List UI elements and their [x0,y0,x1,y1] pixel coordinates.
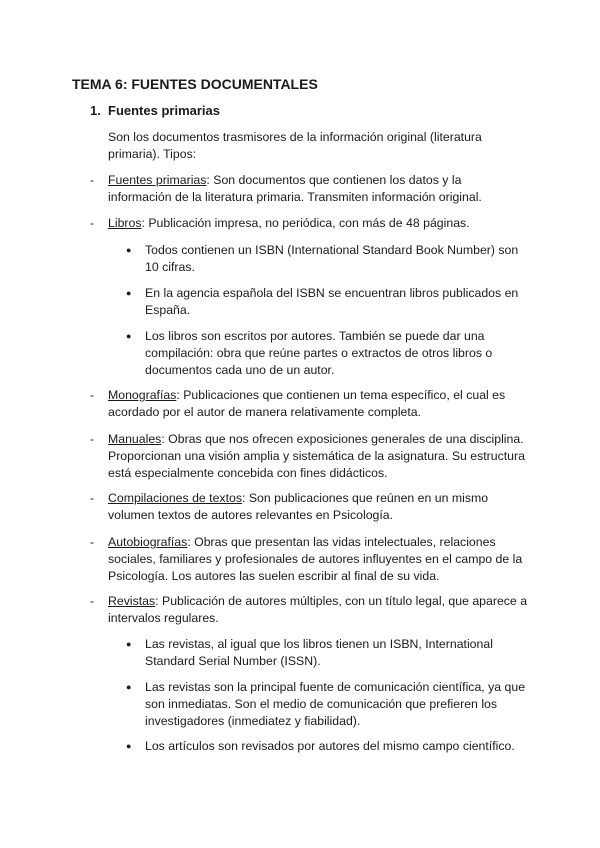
item-term: Fuentes primarias [108,173,207,187]
bullet-marker: ● [126,741,132,751]
item-text [108,431,528,482]
dash-marker: - [90,216,95,230]
bullet-marker: ● [126,331,132,341]
item-text [108,534,528,585]
item-description: : Obras que nos ofrecen exposiciones generales de una disciplina. Proporcionan una visión amplia y sistemática de la asignatura. Su estructura está especialmente concebida con fines didácticos. [108,432,525,480]
item-text [108,215,528,232]
dash-marker: - [90,594,95,608]
section-number: 1. [90,103,101,118]
bullet-text: En la agencia española del ISBN se encuentran libros publicados en España. [145,286,519,317]
bullet-text: Los artículos son revisados por autores del mismo campo científico. [145,739,515,753]
item-text [108,593,528,627]
document-title: TEMA 6: FUENTES DOCUMENTALES [72,76,318,92]
item-term: Revistas [108,594,156,608]
item-term: Compilaciones de textos [108,491,242,505]
item-text [108,490,528,524]
item-text [108,387,528,421]
item-description: : Son publicaciones que reúnen en un mismo volumen textos de autores relevantes en Psicología. [108,491,489,522]
item-description: : Son documentos que contienen los datos y la información de la literatura primaria. Transmiten información original. [108,173,482,204]
dash-marker: - [90,432,95,446]
bullet-text: Los libros son escritos por autores. También se puede dar una compilación: obra que reúne partes o extractos de otros libros o documentos cada uno de un autor. [145,329,493,377]
bullet-text: Las revistas, al igual que los libros tienen un ISBN, International Standard Serial Number (ISSN). [145,637,493,668]
item-description: : Publicación impresa, no periódica, con más de 48 páginas. [141,216,470,230]
bullet-text: Todos contienen un ISBN (International Standard Book Number) son 10 cifras. [145,243,519,274]
dash-marker: - [90,535,95,549]
bullet-marker: ● [126,639,132,649]
item-term: Autobiografías [108,535,188,549]
item-description: : Publicación de autores múltiples, con un título legal, que aparece a intervalos regulares. [108,594,528,625]
bullet-marker: ● [126,682,132,692]
item-description: : Publicaciones que contienen un tema específico, el cual es acordado por el autor de manera relativamente completa. [108,388,506,419]
intro-paragraph: Son los documentos trasmisores de la información original (literatura primaria). Tipos: [108,130,482,161]
bullet-marker: ● [126,288,132,298]
section-title: Fuentes primarias [108,103,220,118]
bullet-marker: ● [126,245,132,255]
item-description: : Obras que presentan las vidas intelectuales, relaciones sociales, familiares y profesionales de autores influyentes en el campo de la Psicología. Los autores las suelen escribir al final de su vida. [108,535,523,583]
bullet-text: Las revistas son la principal fuente de comunicación científica, ya que son inmediatas. Son el medio de comunicación que prefieren los investigadores (inmediatez y fiabilidad). [145,680,526,728]
item-term: Libros [108,216,142,230]
dash-marker: - [90,491,95,505]
dash-marker: - [90,173,95,187]
item-term: Manuales [108,432,162,446]
item-term: Monografías [108,388,177,402]
item-text [108,172,528,206]
dash-marker: - [90,388,95,402]
